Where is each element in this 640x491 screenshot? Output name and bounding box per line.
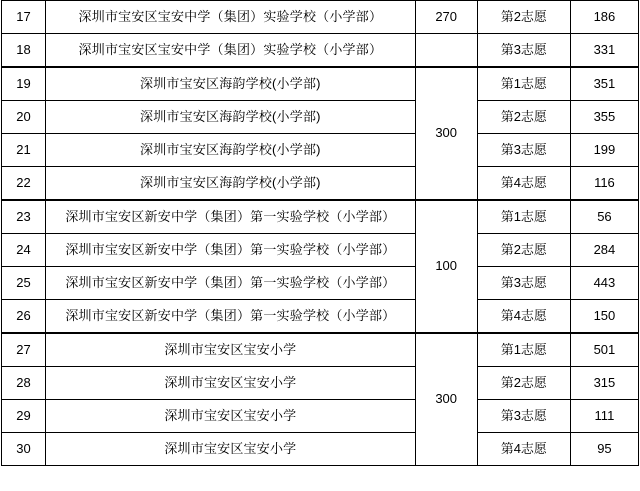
cell-applicant-count: 443 xyxy=(570,267,638,300)
table-body xyxy=(2,1,639,466)
cell-applicant-count: 116 xyxy=(570,167,638,201)
cell-wish-rank: 第1志愿 xyxy=(477,67,570,101)
cell-wish-rank: 第1志愿 xyxy=(477,333,570,367)
table-row xyxy=(2,101,639,134)
cell-enrollment-plan: 100 xyxy=(415,200,477,333)
cell-school-name: 深圳市宝安区宝安中学（集团）实验学校（小学部） xyxy=(46,34,416,68)
table-row xyxy=(2,300,639,334)
cell-wish-rank: 第1志愿 xyxy=(477,200,570,234)
cell-school-name: 深圳市宝安区新安中学（集团）第一实验学校（小学部） xyxy=(46,267,416,300)
cell-index: 30 xyxy=(2,433,46,466)
cell-index: 21 xyxy=(2,134,46,167)
table-row xyxy=(2,267,639,300)
table-row xyxy=(2,67,639,101)
cell-wish-rank: 第3志愿 xyxy=(477,400,570,433)
cell-school-name: 深圳市宝安区海韵学校(小学部) xyxy=(46,167,416,201)
cell-school-name: 深圳市宝安区宝安小学 xyxy=(46,367,416,400)
cell-wish-rank: 第3志愿 xyxy=(477,134,570,167)
table-row xyxy=(2,134,639,167)
cell-applicant-count: 56 xyxy=(570,200,638,234)
cell-wish-rank: 第2志愿 xyxy=(477,234,570,267)
cell-applicant-count: 150 xyxy=(570,300,638,334)
cell-wish-rank: 第2志愿 xyxy=(477,101,570,134)
table-row xyxy=(2,200,639,234)
cell-school-name: 深圳市宝安区宝安小学 xyxy=(46,333,416,367)
cell-enrollment-plan: 300 xyxy=(415,67,477,200)
cell-enrollment-plan: 270 xyxy=(415,1,477,34)
cell-index: 26 xyxy=(2,300,46,334)
cell-school-name: 深圳市宝安区宝安小学 xyxy=(46,400,416,433)
cell-index: 27 xyxy=(2,333,46,367)
cell-applicant-count: 186 xyxy=(570,1,638,34)
cell-index: 24 xyxy=(2,234,46,267)
cell-applicant-count: 199 xyxy=(570,134,638,167)
cell-index: 23 xyxy=(2,200,46,234)
table-row xyxy=(2,167,639,201)
cell-school-name: 深圳市宝安区宝安小学 xyxy=(46,433,416,466)
cell-applicant-count: 284 xyxy=(570,234,638,267)
table-row xyxy=(2,333,639,367)
table-row xyxy=(2,433,639,466)
cell-school-name: 深圳市宝安区新安中学（集团）第一实验学校（小学部） xyxy=(46,200,416,234)
cell-index: 18 xyxy=(2,34,46,68)
cell-enrollment-plan: 300 xyxy=(415,333,477,466)
cell-wish-rank: 第4志愿 xyxy=(477,167,570,201)
cell-school-name: 深圳市宝安区海韵学校(小学部) xyxy=(46,101,416,134)
cell-applicant-count: 331 xyxy=(570,34,638,68)
cell-wish-rank: 第4志愿 xyxy=(477,300,570,334)
cell-applicant-count: 501 xyxy=(570,333,638,367)
cell-index: 19 xyxy=(2,67,46,101)
cell-index: 29 xyxy=(2,400,46,433)
table-row xyxy=(2,34,639,68)
cell-applicant-count: 111 xyxy=(570,400,638,433)
table-row xyxy=(2,234,639,267)
cell-school-name: 深圳市宝安区新安中学（集团）第一实验学校（小学部） xyxy=(46,300,416,334)
cell-applicant-count: 351 xyxy=(570,67,638,101)
cell-school-name: 深圳市宝安区海韵学校(小学部) xyxy=(46,67,416,101)
cell-wish-rank: 第2志愿 xyxy=(477,367,570,400)
cell-wish-rank: 第4志愿 xyxy=(477,433,570,466)
cell-index: 25 xyxy=(2,267,46,300)
cell-index: 28 xyxy=(2,367,46,400)
cell-applicant-count: 355 xyxy=(570,101,638,134)
cell-school-name: 深圳市宝安区海韵学校(小学部) xyxy=(46,134,416,167)
cell-school-name: 深圳市宝安区新安中学（集团）第一实验学校（小学部） xyxy=(46,234,416,267)
cell-applicant-count: 95 xyxy=(570,433,638,466)
cell-wish-rank: 第3志愿 xyxy=(477,34,570,68)
table-row xyxy=(2,1,639,34)
cell-school-name: 深圳市宝安区宝安中学（集团）实验学校（小学部） xyxy=(46,1,416,34)
cell-index: 22 xyxy=(2,167,46,201)
cell-applicant-count: 315 xyxy=(570,367,638,400)
table-row xyxy=(2,400,639,433)
table-row xyxy=(2,367,639,400)
cell-index: 17 xyxy=(2,1,46,34)
enrollment-table xyxy=(1,0,639,466)
cell-wish-rank: 第2志愿 xyxy=(477,1,570,34)
cell-wish-rank: 第3志愿 xyxy=(477,267,570,300)
cell-index: 20 xyxy=(2,101,46,134)
cell-enrollment-plan xyxy=(415,34,477,68)
